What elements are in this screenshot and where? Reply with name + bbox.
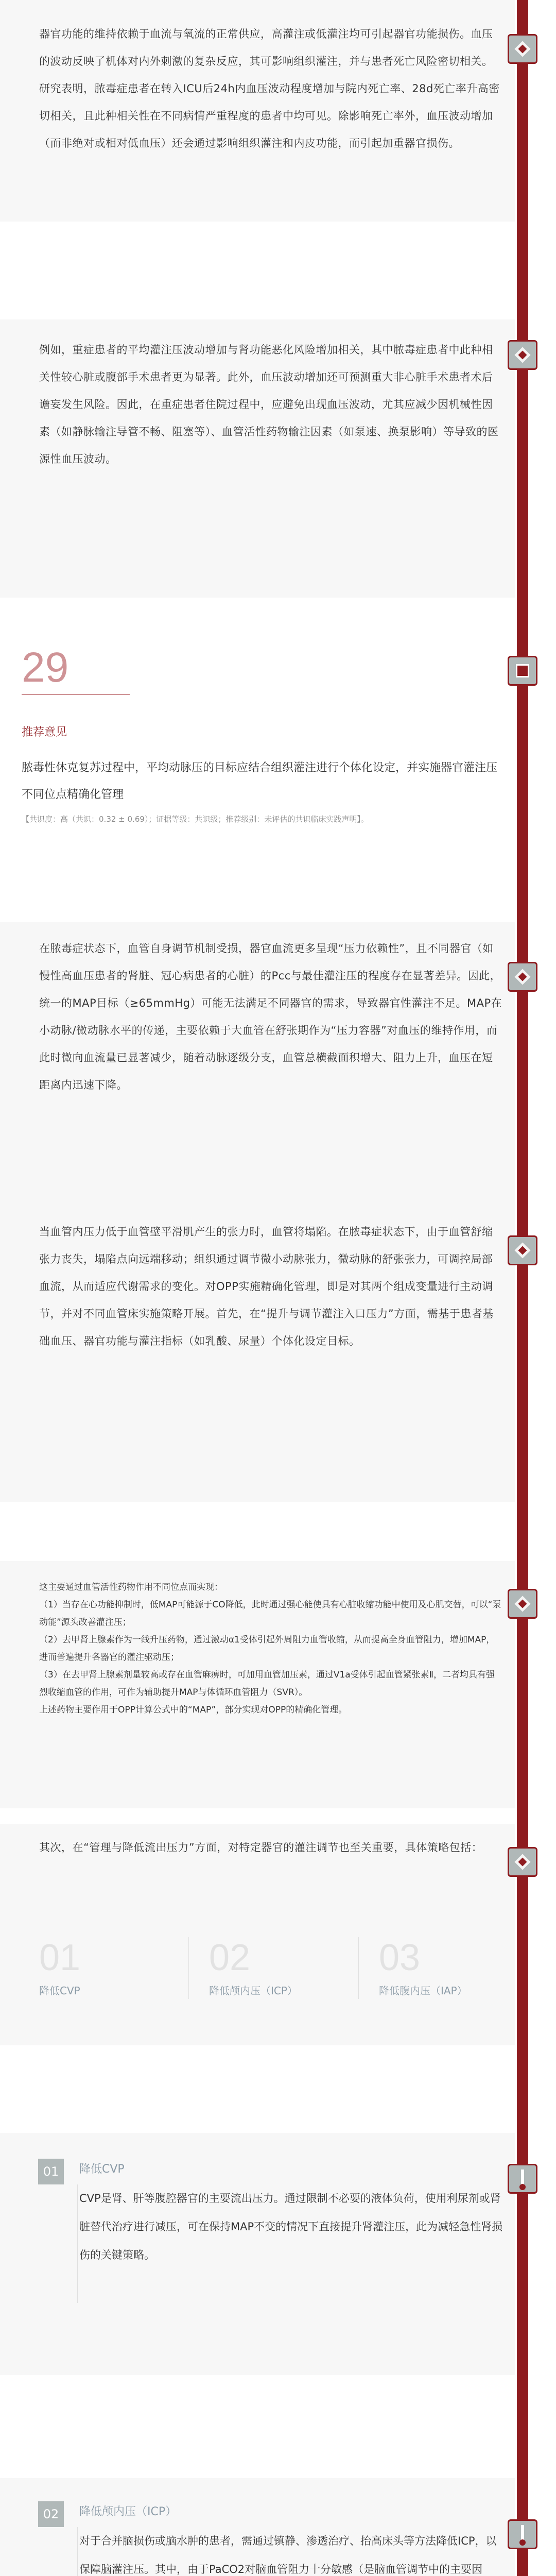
- section-text: 对于合并脑损伤或脑水肿的患者，需通过镇静、渗透治疗、抬高床头等方法降低ICP，以保障脑灌注压。其中，由于PaCO2对脑血管阻力十分敏感（是脑血管调节中的主要因: [79, 2535, 497, 2575]
- section-rule: [77, 2527, 78, 2576]
- intro-paragraph-1: 器官功能的维持依赖于血流与氧流的正常供应，高灌注或低灌注均可引起器官功能损伤。血压的波动反映了机体对内外刺激的复杂反应，其可影响组织灌注，并与患者死亡风险密切相关。研究表明，脓毒症患者在转入ICU后24h内血压波动程度增加与院内死亡率、28d死亡率升高密切相关，且此种相关性在不同病情严重程度的患者中均可见。除影响死亡率外，血压波动增加（而非绝对或相对低血压）还会通过影响组织灌注和内皮功能，而引起加重器官损伤。: [39, 28, 500, 149]
- diamond-icon: [508, 34, 537, 64]
- diamond-icon: [508, 962, 537, 992]
- section-title: 降低颅内压（ICP）: [79, 2505, 177, 2518]
- strategy-card-number: 03: [379, 1937, 421, 1978]
- body-paragraph-3: 在脓毒症状态下，血管自身调节机制受损，器官血流更多呈现“压力依赖性”，且不同器官（如慢性高血压患者的肾脏、冠心病患者的心脏）的Pcc与最佳灌注压的程度存在显著差异。因此，统一的MAP目标（≥65mmHg）可能无法满足不同器官的需求，导致器官性灌注不足。MAP在小动脉/微动脉水平的传递，主要依赖于大血管在舒张期作为“压力容器”对血压的维持作用，而此时微向血流量已显著减少，随着动脉逐级分支，血管总横截面积增大、阻力上升，血压在短距离内迅速下降。: [39, 942, 502, 1091]
- section-title: 降低CVP: [79, 2163, 125, 2176]
- strategy-card-2: [209, 1937, 333, 1997]
- recommendation-text: 脓毒性休克复苏过程中，平均动脉压的目标应结合组织灌注进行个体化设定，并实施器官灌注压不同位点精确化管理: [22, 761, 498, 801]
- recommendation-label: 推荐意见: [22, 726, 67, 739]
- body-paragraph-6: 其次，在“管理与降低流出压力”方面，对特定器官的灌注调节也至关重要，具体策略包括：: [39, 1841, 483, 1854]
- strategy-cards: [39, 1937, 502, 1999]
- strategy-card-number: 01: [39, 1937, 81, 1978]
- intro-paragraph-2: 例如，重症患者的平均灌注压波动增加与肾功能恶化风险增加相关，其中脓毒症患者中此种相关性较心脏或腹部手术患者更为显著。此外，血压波动增加还可预测重大非心脏手术患者术后谵妄发生风险。因此，在重症患者住院过程中，应避免出现血压波动，尤其应减少因机械性因素（如静脉输注导管不畅、阻塞等）、血管活性药物输注因素（如泵速、换泵影响）等导致的医源性血压波动。: [39, 344, 499, 465]
- consensus-note: 【共识度：高（共识：0.32 ± 0.69）；证据等级：共识级；推荐级别：未评估的共识临床实践声明】。: [22, 815, 369, 824]
- diamond-icon: [508, 340, 537, 370]
- section-number-badge: 02: [38, 2501, 64, 2527]
- section-rule: [77, 2184, 78, 2303]
- number-rule: [22, 694, 130, 695]
- card-divider: [358, 1937, 359, 1999]
- strategy-card-title: 降低腹内压（IAP）: [379, 1985, 467, 1997]
- recommendation-number: 29: [22, 644, 69, 691]
- square-icon: [508, 656, 537, 686]
- section-number-badge: 01: [38, 2159, 64, 2184]
- section-text: CVP是肾、肝等腹腔器官的主要流出压力。通过限制不必要的液体负荷，使用利尿剂或肾脏替代治疗进行减压，可在保持MAP不变的情况下直接提升肾灌注压，此为减轻急性肾损伤的关键策略。: [79, 2192, 503, 2261]
- strategy-card-title: 降低颅内压（ICP）: [209, 1985, 298, 1997]
- body-paragraph-4: 当血管内压力低于血管壁平滑肌产生的张力时，血管将塌陷。在脓毒症状态下，由于血管舒缩张力丧失，塌陷点向远端移动；组织通过调节微小动脉张力，微动脉的舒张张力，可调控局部血流，从而适应代谢需求的变化。对OPP实施精确化管理，即是对其两个组成变量进行主动调节，并对不同血管床实施策略开展。首先，在“提升与调节灌注入口压力”方面，需基于患者基础血压、器官功能与灌注指标（如乳酸、尿量）个体化设定目标。: [39, 1226, 494, 1347]
- strategy-card-3: [379, 1937, 502, 1997]
- thermometer-icon: [508, 2519, 537, 2549]
- diamond-icon: [508, 1589, 537, 1619]
- thermometer-icon: [508, 2164, 537, 2194]
- diamond-icon: [508, 1235, 537, 1265]
- diamond-icon: [508, 1847, 537, 1877]
- strategy-card-1: [39, 1937, 163, 1997]
- card-divider: [188, 1937, 189, 1999]
- strategy-card-title: 降低CVP: [39, 1985, 80, 1997]
- strategy-card-number: 02: [209, 1937, 251, 1978]
- mechanism-list: 这主要通过血管活性药物作用不同位点而实现： （1）当存在心功能抑制时，低MAP可能源于CO降低，此时通过强心能使具有心脏收缩功能中使用及心肌交替，可以“泵动能”源头改善灌注压； （2）去甲肾上腺素作为一线升压药物，通过激动α1受体引起外周阻力血管收缩，从而提高全身血管阻力，增加MAP，进而普遍提升各器官的灌注驱动压； （3）在去甲肾上腺素剂量较高或存在血管麻痹时，可加用血管加压素，通过V1a受体引起血管紧张素Ⅱ，二者均具有强烈收缩血管的作用，可作为辅助提升MAP与体循环血管阻力（SVR）。 上述药物主要作用于OPP计算公式中的“MAP”，部分实现对OPP的精确化管理。: [39, 1582, 501, 1715]
